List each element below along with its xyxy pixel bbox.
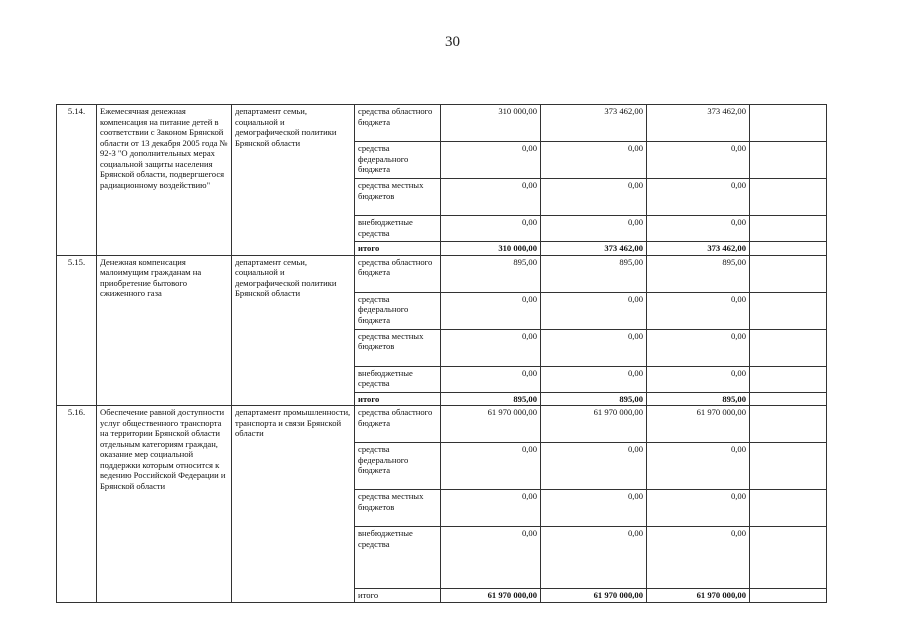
amount-cell: 0,00 xyxy=(647,329,750,366)
empty-cell xyxy=(750,216,827,242)
amount-cell: 0,00 xyxy=(647,443,750,490)
responsible-department: департамент семьи, социальной и демографической политики Брянской области xyxy=(232,105,355,256)
amount-cell: 0,00 xyxy=(541,490,647,527)
total-amount: 373 462,00 xyxy=(647,242,750,256)
amount-cell: 895,00 xyxy=(441,255,541,292)
amount-cell: 0,00 xyxy=(441,527,541,589)
total-amount: 61 970 000,00 xyxy=(541,589,647,603)
amount-cell: 895,00 xyxy=(647,255,750,292)
empty-cell xyxy=(750,142,827,179)
amount-cell: 0,00 xyxy=(647,490,750,527)
amount-cell: 373 462,00 xyxy=(541,105,647,142)
empty-cell xyxy=(750,443,827,490)
responsible-department: департамент промышленности, транспорта и связи Брянской области xyxy=(232,406,355,603)
amount-cell: 0,00 xyxy=(541,366,647,392)
item-name: Денежная компенсация малоимущим гражданам на приобретение бытового сжиженного газа xyxy=(97,255,232,406)
empty-cell xyxy=(750,255,827,292)
empty-cell xyxy=(750,366,827,392)
total-amount: 61 970 000,00 xyxy=(441,589,541,603)
amount-cell: 0,00 xyxy=(647,366,750,392)
amount-cell: 0,00 xyxy=(441,142,541,179)
amount-cell: 0,00 xyxy=(647,142,750,179)
total-amount: 895,00 xyxy=(647,392,750,406)
funding-source: средства областного бюджета xyxy=(355,255,441,292)
funding-source: средства федерального бюджета xyxy=(355,443,441,490)
table-row xyxy=(57,105,827,142)
empty-cell xyxy=(750,292,827,329)
amount-cell: 0,00 xyxy=(541,142,647,179)
amount-cell: 0,00 xyxy=(541,329,647,366)
funding-source: средства местных бюджетов xyxy=(355,329,441,366)
amount-cell: 0,00 xyxy=(541,216,647,242)
item-number: 5.15. xyxy=(57,255,97,406)
empty-cell xyxy=(750,406,827,443)
empty-cell xyxy=(750,392,827,406)
amount-cell: 61 970 000,00 xyxy=(441,406,541,443)
total-amount: 373 462,00 xyxy=(541,242,647,256)
amount-cell: 0,00 xyxy=(647,292,750,329)
table-row xyxy=(57,255,827,292)
amount-cell: 0,00 xyxy=(441,179,541,216)
total-label: итого xyxy=(355,392,441,406)
total-amount: 310 000,00 xyxy=(441,242,541,256)
amount-cell: 0,00 xyxy=(441,329,541,366)
amount-cell: 0,00 xyxy=(441,292,541,329)
empty-cell xyxy=(750,589,827,603)
amount-cell: 0,00 xyxy=(441,216,541,242)
funding-source: средства областного бюджета xyxy=(355,105,441,142)
amount-cell: 0,00 xyxy=(441,443,541,490)
funding-source: средства областного бюджета xyxy=(355,406,441,443)
budget-table xyxy=(56,104,827,603)
funding-source: средства федерального бюджета xyxy=(355,142,441,179)
amount-cell: 0,00 xyxy=(647,527,750,589)
empty-cell xyxy=(750,527,827,589)
amount-cell: 0,00 xyxy=(541,527,647,589)
amount-cell: 0,00 xyxy=(647,216,750,242)
empty-cell xyxy=(750,242,827,256)
amount-cell: 61 970 000,00 xyxy=(647,406,750,443)
empty-cell xyxy=(750,490,827,527)
total-label: итого xyxy=(355,242,441,256)
empty-cell xyxy=(750,105,827,142)
amount-cell: 61 970 000,00 xyxy=(541,406,647,443)
item-name: Обеспечение равной доступности услуг общественного транспорта на территории Брянской области отдельным категориям граждан, оказание мер социальной поддержки которым относится к ведению Российской Федерации и Брянской области xyxy=(97,406,232,603)
item-number: 5.14. xyxy=(57,105,97,256)
total-amount: 895,00 xyxy=(441,392,541,406)
funding-source: внебюджетные средства xyxy=(355,366,441,392)
responsible-department: департамент семьи, социальной и демографической политики Брянской области xyxy=(232,255,355,406)
total-amount: 895,00 xyxy=(541,392,647,406)
amount-cell: 895,00 xyxy=(541,255,647,292)
item-name: Ежемесячная денежная компенсация на питание детей в соответствии с Законом Брянской области от 13 декабря 2005 года № 92-З "О дополнительных мерах социальной защиты населения Брянской области, подвергшегося радиационному воздействию" xyxy=(97,105,232,256)
empty-cell xyxy=(750,179,827,216)
funding-source: средства местных бюджетов xyxy=(355,179,441,216)
funding-source: средства местных бюджетов xyxy=(355,490,441,527)
amount-cell: 0,00 xyxy=(441,366,541,392)
amount-cell: 0,00 xyxy=(441,490,541,527)
amount-cell: 0,00 xyxy=(647,179,750,216)
funding-source: средства федерального бюджета xyxy=(355,292,441,329)
amount-cell: 373 462,00 xyxy=(647,105,750,142)
amount-cell: 310 000,00 xyxy=(441,105,541,142)
total-amount: 61 970 000,00 xyxy=(647,589,750,603)
item-number: 5.16. xyxy=(57,406,97,603)
funding-source: внебюджетные средства xyxy=(355,216,441,242)
page-number: 30 xyxy=(445,34,460,50)
funding-source: внебюджетные средства xyxy=(355,527,441,589)
amount-cell: 0,00 xyxy=(541,292,647,329)
total-label: итого xyxy=(355,589,441,603)
amount-cell: 0,00 xyxy=(541,443,647,490)
table-row xyxy=(57,406,827,443)
amount-cell: 0,00 xyxy=(541,179,647,216)
empty-cell xyxy=(750,329,827,366)
